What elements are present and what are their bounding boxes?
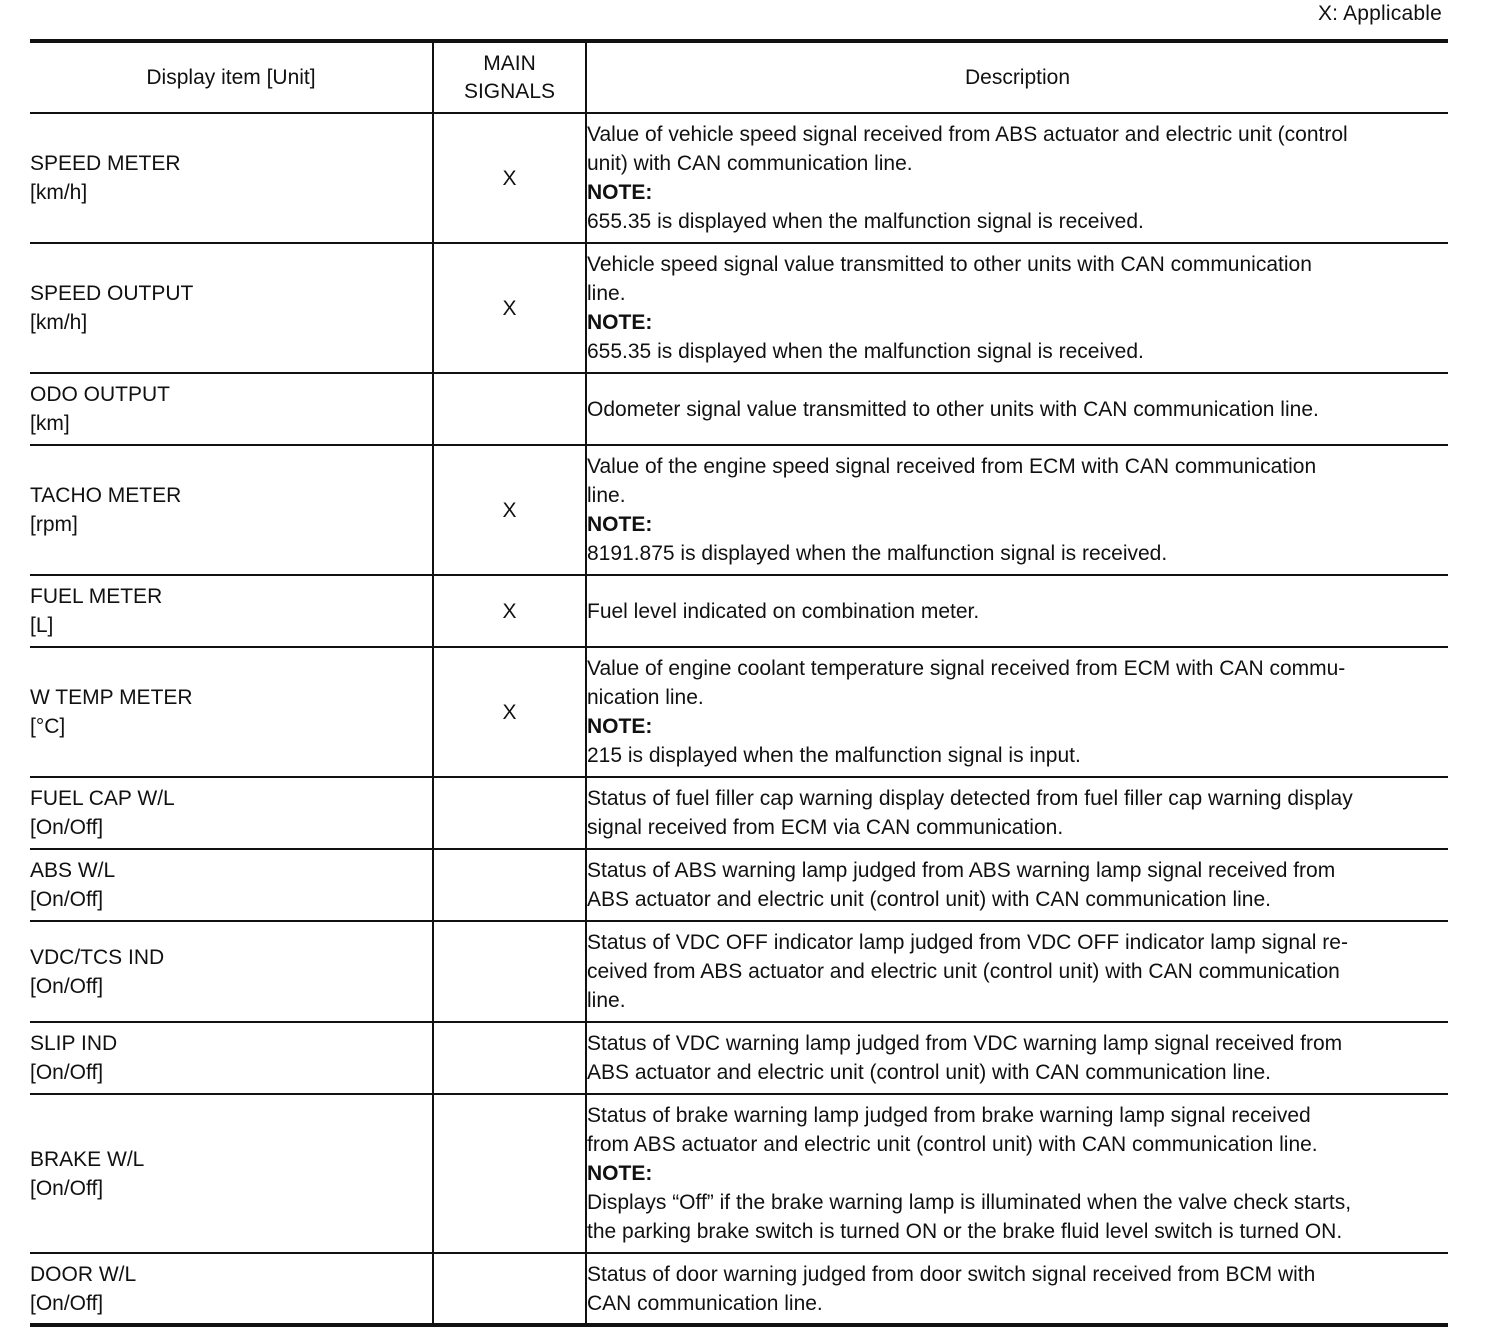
main-signal-cell: [433, 373, 586, 445]
description-line: Odometer signal value transmitted to other units with CAN communication line.: [587, 397, 1319, 421]
description-line: Status of VDC OFF indicator lamp judged from VDC OFF indicator lamp signal re-: [587, 931, 1348, 954]
table-row: [30, 575, 1448, 647]
table-row: [30, 921, 1448, 1022]
table-row: [30, 373, 1448, 445]
table-row: [30, 1094, 1448, 1253]
display-item-name: TACHO METER: [30, 484, 182, 507]
display-item-cell: [30, 373, 433, 445]
note-label: NOTE:: [587, 715, 653, 738]
main-signal-cell: [433, 1253, 586, 1325]
display-item-name: FUEL METER: [30, 585, 163, 608]
display-item-cell: [30, 445, 433, 575]
description-line: Value of the engine speed signal received from ECM with CAN communication: [587, 455, 1317, 478]
main-signal-cell: [433, 1022, 586, 1094]
description-cell: [586, 1094, 1448, 1253]
display-item-name: FUEL CAP W/L: [30, 787, 175, 810]
display-item-unit: [km]: [30, 412, 70, 435]
description-cell: [586, 921, 1448, 1022]
display-item-cell: [30, 921, 433, 1022]
main-signal-cell: X: [433, 647, 586, 777]
description-line: from ABS actuator and electric unit (control unit) with CAN communication line.: [587, 1133, 1318, 1156]
description-line: Status of VDC warning lamp judged from VDC warning lamp signal received from: [587, 1032, 1343, 1055]
display-item-name: SLIP IND: [30, 1032, 118, 1055]
description-line: Fuel level indicated on combination meter.: [587, 599, 980, 623]
table-row: [30, 647, 1448, 777]
description-cell: [586, 777, 1448, 849]
description-line: line.: [587, 282, 626, 305]
description-line: line.: [587, 484, 626, 507]
note-text: 655.35 is displayed when the malfunction signal is received.: [587, 210, 1144, 233]
description-cell: [586, 445, 1448, 575]
description-line: Vehicle speed signal value transmitted to other units with CAN communication: [587, 253, 1312, 276]
description-cell: [586, 849, 1448, 921]
description-cell: [586, 1022, 1448, 1094]
note-label: NOTE:: [587, 311, 653, 334]
main-signal-cell: [433, 921, 586, 1022]
description-line: Value of engine coolant temperature signal received from ECM with CAN commu-: [587, 657, 1346, 680]
header-display-item: Display item [Unit]: [30, 41, 433, 113]
description-cell: [586, 575, 1448, 647]
display-item-unit: [On/Off]: [30, 888, 104, 911]
table-row: [30, 445, 1448, 575]
display-item-cell: [30, 1022, 433, 1094]
display-item-cell: [30, 1253, 433, 1325]
display-item-cell: [30, 647, 433, 777]
description-line: ABS actuator and electric unit (control unit) with CAN communication line.: [587, 888, 1271, 911]
main-signal-cell: X: [433, 575, 586, 647]
display-item-unit: [°C]: [30, 715, 66, 738]
display-item-name: BRAKE W/L: [30, 1147, 145, 1171]
description-line: Status of brake warning lamp judged from brake warning lamp signal received: [587, 1104, 1311, 1127]
description-line: unit) with CAN communication line.: [587, 152, 913, 175]
header-main-line-2: SIGNALS: [463, 79, 556, 103]
display-item-cell: [30, 777, 433, 849]
note-label: NOTE:: [587, 1162, 653, 1185]
header-main-signals: [433, 41, 586, 113]
description-cell: [586, 647, 1448, 777]
table-row: [30, 1022, 1448, 1094]
display-item-name: ODO OUTPUT: [30, 383, 170, 406]
display-item-unit: [On/Off]: [30, 1176, 104, 1200]
description-cell: [586, 113, 1448, 243]
note-label: NOTE:: [587, 513, 653, 536]
note-label: NOTE:: [587, 181, 653, 204]
description-line: ABS actuator and electric unit (control unit) with CAN communication line.: [587, 1061, 1271, 1084]
description-line: signal received from ECM via CAN communication.: [587, 816, 1064, 839]
display-item-unit: [On/Off]: [30, 816, 104, 839]
display-item-cell: [30, 243, 433, 373]
table-row: [30, 849, 1448, 921]
table-row: [30, 777, 1448, 849]
header-main-line-1: MAIN: [483, 51, 536, 75]
note-text: 655.35 is displayed when the malfunction signal is received.: [587, 340, 1144, 363]
main-signal-cell: [433, 1094, 586, 1253]
description-line: CAN communication line.: [587, 1291, 823, 1315]
description-line: Status of ABS warning lamp judged from ABS warning lamp signal received from: [587, 859, 1336, 882]
display-item-unit: [km/h]: [30, 311, 88, 334]
description-cell: [586, 373, 1448, 445]
note-text: 215 is displayed when the malfunction signal is input.: [587, 744, 1081, 767]
display-item-unit: [km/h]: [30, 181, 88, 204]
table-row: [30, 113, 1448, 243]
note-text: Displays “Off” if the brake warning lamp is illuminated when the valve check starts,: [587, 1191, 1352, 1214]
display-item-name: SPEED OUTPUT: [30, 282, 194, 305]
table-header-row: [30, 41, 1448, 113]
description-line: nication line.: [587, 686, 704, 709]
applicable-legend: X: Applicable: [1317, 2, 1442, 25]
description-line: Value of vehicle speed signal received from ABS actuator and electric unit (control: [587, 123, 1348, 146]
table-row: [30, 243, 1448, 373]
display-item-name: ABS W/L: [30, 859, 116, 882]
display-item-unit: [On/Off]: [30, 1291, 104, 1315]
note-text: the parking brake switch is turned ON or the brake fluid level switch is turned ON.: [587, 1220, 1343, 1243]
display-item-name: VDC/TCS IND: [30, 945, 165, 969]
display-item-unit: [On/Off]: [30, 1061, 104, 1084]
main-signal-cell: X: [433, 243, 586, 373]
header-description: Description: [586, 41, 1448, 113]
display-item-unit: [L]: [30, 614, 54, 637]
display-item-cell: [30, 113, 433, 243]
display-item-name: W TEMP METER: [30, 686, 193, 709]
description-line: Status of door warning judged from door switch signal received from BCM with: [587, 1262, 1316, 1286]
main-signal-cell: X: [433, 113, 586, 243]
note-text: 8191.875 is displayed when the malfunction signal is received.: [587, 542, 1168, 565]
display-item-unit: [rpm]: [30, 513, 78, 536]
display-item-unit: [On/Off]: [30, 974, 104, 998]
description-cell: [586, 1253, 1448, 1325]
main-signal-cell: [433, 777, 586, 849]
display-item-table: [30, 39, 1448, 1327]
table-row: [30, 1253, 1448, 1325]
description-cell: [586, 243, 1448, 373]
main-signal-cell: [433, 849, 586, 921]
display-item-name: SPEED METER: [30, 152, 181, 175]
description-line: Status of fuel filler cap warning display detected from fuel filler cap warning display: [587, 787, 1353, 810]
main-signal-cell: X: [433, 445, 586, 575]
display-item-cell: [30, 849, 433, 921]
description-line: ceived from ABS actuator and electric unit (control unit) with CAN communication: [587, 960, 1340, 983]
display-item-cell: [30, 575, 433, 647]
display-item-name: DOOR W/L: [30, 1262, 137, 1286]
display-item-cell: [30, 1094, 433, 1253]
description-line: line.: [587, 989, 626, 1012]
